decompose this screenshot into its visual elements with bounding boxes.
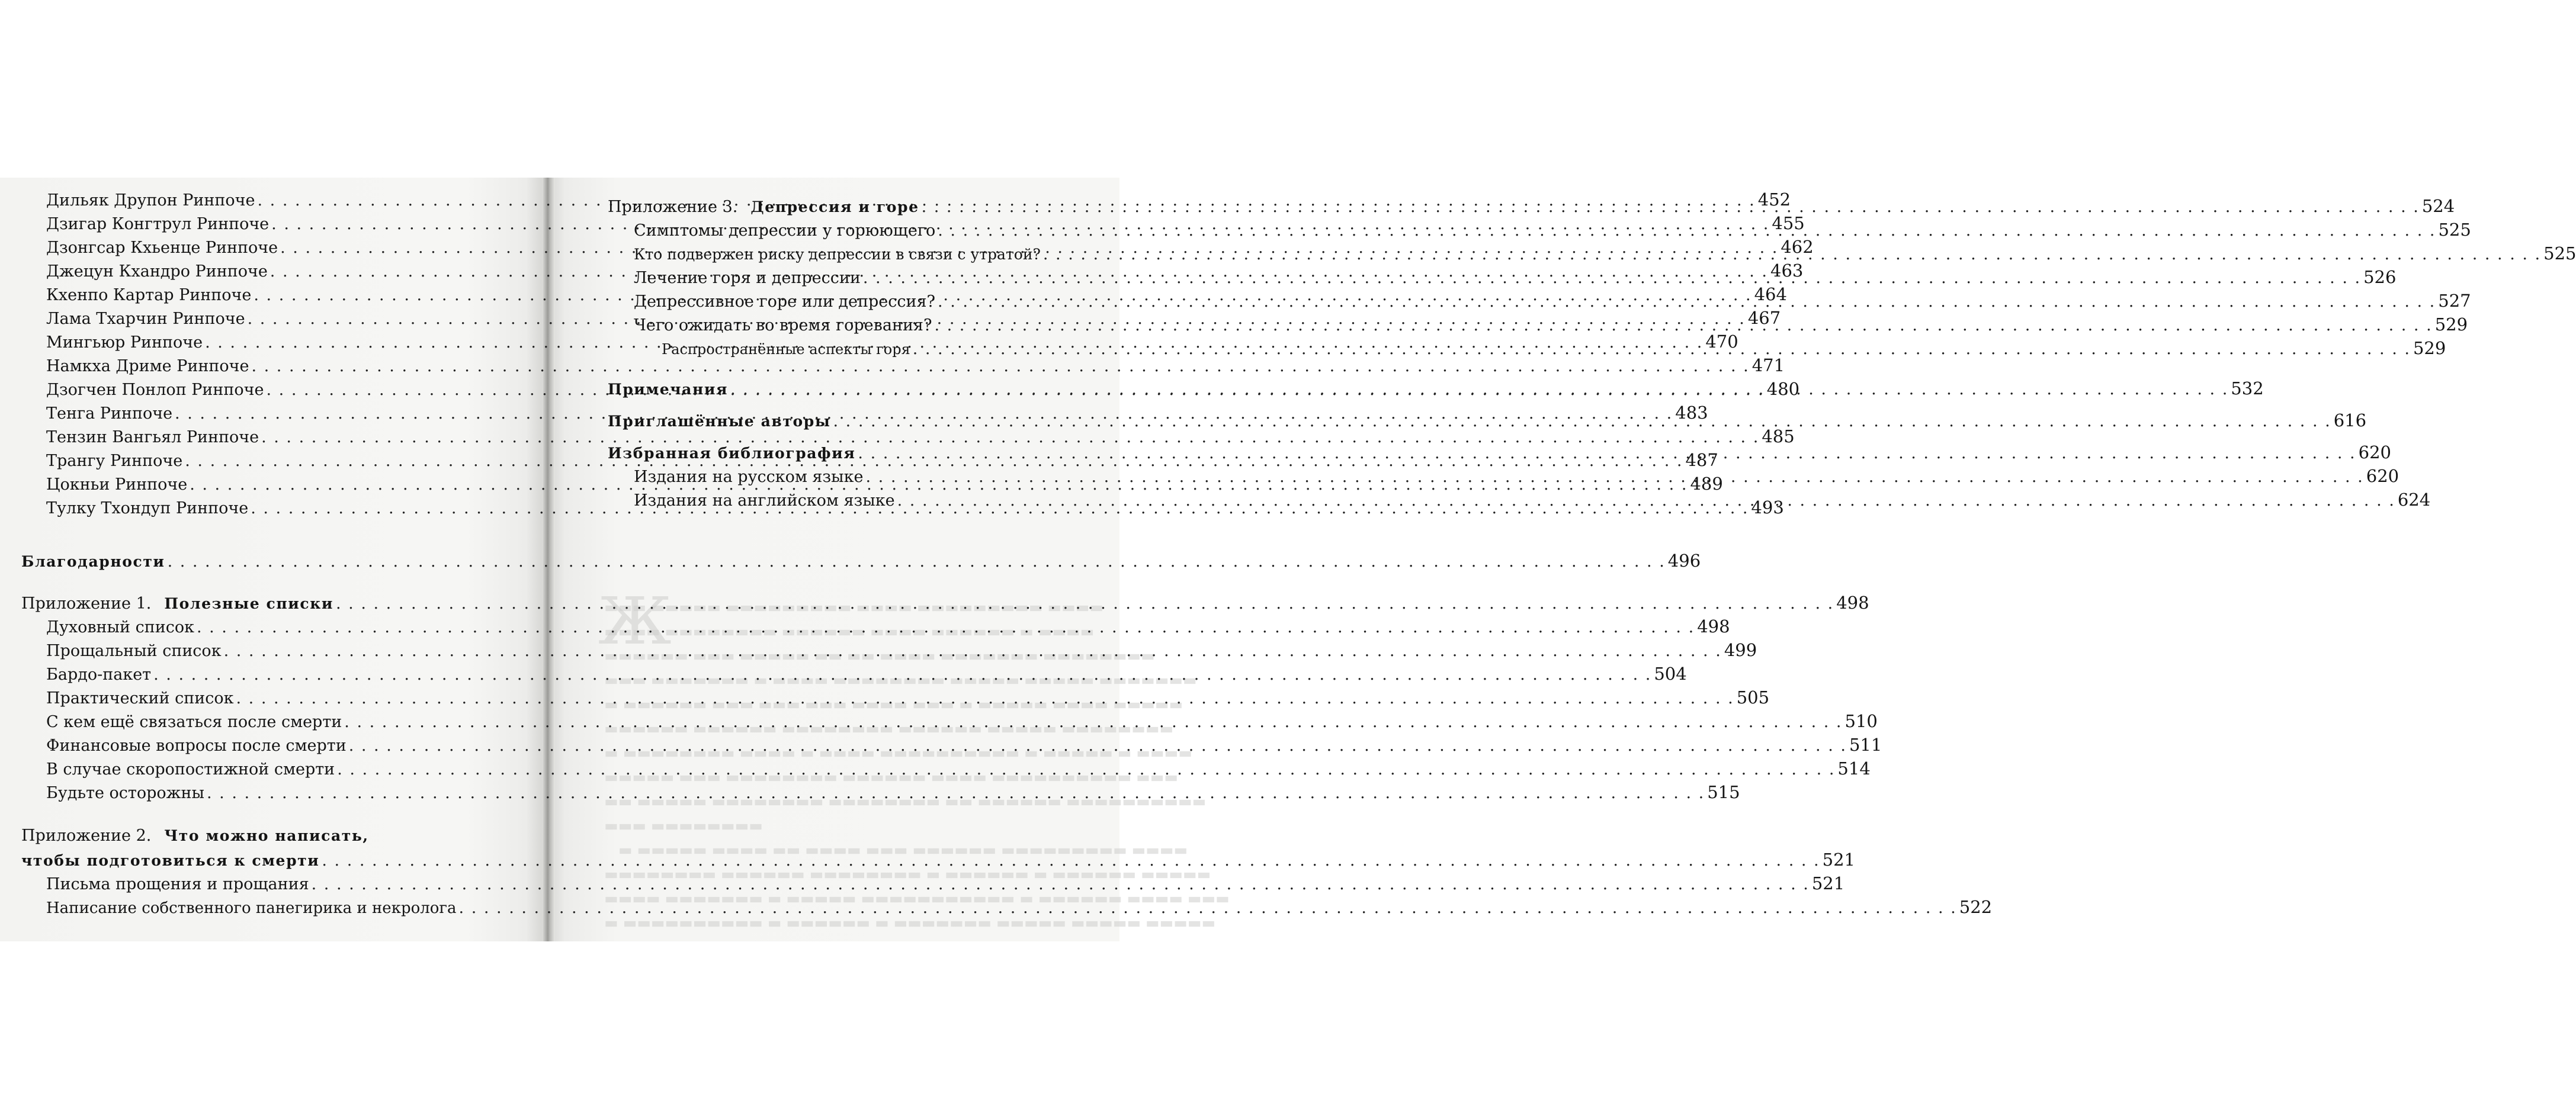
toc-entry-title: Практический список: [46, 689, 234, 708]
toc-entry-title: Финансовые вопросы после смерти: [46, 737, 347, 755]
toc-appendix-2[interactable]: [21, 825, 504, 847]
toc-entry[interactable]: [46, 616, 1730, 638]
toc-entry-page: 521: [1811, 873, 1845, 893]
toc-entry-title: Дзонгсар Кхьенце Ринпоче: [46, 239, 278, 257]
toc-entry-title: Симптомы депрессии у горюющего: [634, 221, 936, 240]
toc-subentry-page: 529: [2413, 338, 2446, 358]
toc-entry-title: Чего ожидать во время горевания?: [634, 316, 932, 335]
toc-entry-page: 498: [1697, 616, 1730, 636]
toc-entry-page: 463: [1770, 261, 1804, 281]
dot-leader: [168, 551, 1666, 573]
toc-section-page: 616: [2333, 410, 2367, 430]
toc-section-title: Благодарности: [21, 553, 165, 570]
dot-leader: [349, 735, 1847, 757]
dot-leader: [459, 898, 1957, 919]
toc-entry-title: Издания на английском языке: [634, 491, 895, 510]
toc-entry[interactable]: [46, 355, 1785, 377]
toc-entry-title: Тензин Вангьял Ринпоче: [46, 428, 259, 446]
appendix-label: Приложение 1.: [21, 594, 152, 613]
dot-leader: [934, 315, 2432, 336]
toc-entry-title: Написание собственного панегирика и некролога: [46, 899, 457, 917]
toc-entry-title: Прощальный список: [46, 642, 222, 660]
toc-entry[interactable]: [46, 426, 1795, 448]
dot-leader: [730, 379, 2228, 400]
toc-entry-page: 529: [2434, 314, 2468, 335]
toc-entry-page: 499: [1724, 640, 1757, 660]
toc-entry[interactable]: [46, 710, 1878, 733]
toc-entry-page: 487: [1685, 450, 1718, 470]
toc-entry-page: 525: [2543, 243, 2576, 263]
toc-entry-title: Письма прощения и прощания: [46, 875, 309, 893]
toc-entry-title: Духовный список: [46, 618, 194, 636]
dot-leader: [312, 874, 1810, 895]
toc-entry-page: 522: [1959, 897, 1993, 917]
toc-entry-page: 471: [1751, 355, 1785, 375]
toc-entry-title: Дзогчен Понлоп Ринпоче: [46, 381, 264, 399]
toc-entry[interactable]: [46, 663, 1687, 686]
toc-entry-title: Лечение горя и депрессии: [634, 269, 861, 287]
dot-leader: [336, 593, 1834, 615]
toc-entry-page: 483: [1675, 403, 1708, 423]
toc-entry[interactable]: [46, 758, 1871, 780]
toc-entry-title: В случае скоропостижной смерти: [46, 760, 335, 779]
toc-entry-page: 527: [2438, 291, 2471, 311]
toc-section-title: Избранная библиография: [608, 445, 856, 462]
dot-leader: [197, 617, 1695, 638]
toc-entry-title: Дильяк Друпон Ринпоче: [46, 191, 255, 210]
toc-section-title: Примечания: [608, 381, 729, 398]
dot-leader: [866, 467, 2364, 488]
appendix-title-line1: Что можно написать,: [164, 827, 369, 844]
toc-entry-title: Издания на русском языке: [634, 468, 864, 486]
dot-leader: [153, 664, 1651, 686]
dot-leader: [337, 759, 1835, 780]
dot-leader: [863, 268, 2361, 289]
appendix-page: 498: [1836, 593, 1869, 613]
toc-entry-title: Джецун Кхандро Ринпоче: [46, 262, 268, 281]
show-through-text: ▬▬▬ ▬▬▬▬▬ ▬▬▬▬▬▬▬▬▬ ▬▬▬▬ ▬▬▬▬▬▬▬▬▬ ▬▬▬▬ ▬▬▬▬ ▬▬▬▬▬▬▬▬ ▬▬▬▬▬▬ ▬▬▬▬ ▬▬▬▬▬▬ ▬ ▬▬▬▬ ▬▬▬▬▬▬ ▬▬▬ ▬▬▬▬▬ ▬▬ ▬▬ ▬▬▬▬ ▬▬▬▬▬▬▬ ▬▬▬▬▬▬▬▬ ▬▬▬ ▬▬▬▬▬▬▬ ▬ ▬▬▬▬ ▬▬▬▬▬▬▬▬ ▬▬▬▬▬ ▬▬▬▬▬ ▬▬▬▬▬▬▬ ▬ ▬▬▬▬▬▬ ▬▬▬ ▬▬▬ ▬▬▬ ▬▬▬▬ ▬▬▬ ▬ ▬▬▬▬▬ ▬▬▬▬ ▬▬▬▬▬ ▬▬▬▬▬▬ ▬▬▬▬▬▬ ▬▬▬▬▬▬▬▬ ▬▬▬▬▬▬ ▬▬▬▬▬ ▬▬▬▬▬▬▬▬ ▬ ▬▬▬▬▬▬▬▬ ▬▬▬▬ ▬ ▬▬▬▬ ▬▬▬▬▬▬▬▬▬▬ ▬ ▬▬▬▬▬ ▬ ▬▬▬▬ ▬▬▬▬▬ ▬▬▬ ▬▬▬▬▬▬▬▬ ▬▬▬▬▬▬ ▬▬▬▬ ▬▬▬▬▬▬▬▬▬▬ ▬▬▬ ▬▬ ▬▬▬▬▬ ▬▬▬▬▬▬▬▬ ▬▬▬▬▬▬▬▬ ▬▬ ▬▬▬▬▬▬ ▬▬▬▬▬▬▬▬▬▬ ▬▬▬ ▬▬▬▬▬▬▬▬ ▬ ▬▬▬▬▬ ▬▬▬▬ ▬▬ ▬▬▬▬ ▬▬▬ ▬▬▬▬▬▬ ▬▬▬▬▬▬▬▬▬ ▬▬▬▬ ▬▬▬▬▬▬▬▬ ▬▬▬▬▬▬ ▬▬▬▬▬▬▬▬ ▬ ▬▬▬▬▬▬ ▬ ▬▬▬▬▬▬ ▬▬▬▬▬ ▬▬▬▬ ▬▬▬▬▬▬▬ ▬ ▬▬▬▬▬ ▬▬▬▬▬▬▬▬▬▬▬ ▬ ▬▬▬▬▬▬ ▬▬▬▬ ▬▬▬ ▬ ▬▬▬▬▬▬▬▬▬▬ ▬ ▬▬▬▬▬▬ ▬ ▬▬▬▬▬▬▬ ▬▬▬▬▬ ▬▬▬▬▬ ▬▬▬▬▬: [604, 599, 1230, 931]
toc-entry-page: 467: [1747, 308, 1781, 328]
toc-entry-page: 526: [2363, 267, 2397, 287]
dot-leader: [1043, 244, 2541, 265]
toc-entry-page: 514: [1837, 758, 1871, 779]
toc-entry-page: 510: [1844, 711, 1878, 731]
toc-entry-page: 485: [1762, 426, 1795, 446]
toc-entry-page: 505: [1736, 687, 1770, 708]
toc-entry-page: 455: [1772, 213, 1805, 233]
dot-leader: [344, 712, 1842, 733]
toc-entry[interactable]: [46, 896, 1993, 919]
toc-entry-title: Трангу Ринпоче: [46, 452, 183, 470]
toc-appendix-2-cont[interactable]: [21, 849, 1855, 872]
toc-entry[interactable]: [46, 782, 1740, 804]
toc-entry-page: 504: [1654, 664, 1687, 684]
dot-leader: [858, 443, 2356, 464]
toc-section-title: Приглашённые авторы: [608, 413, 831, 430]
toc-entry-title: Мингьюр Ринпоче: [46, 333, 203, 352]
toc-section-page: 620: [2358, 442, 2391, 462]
appendix-title: Депрессия и горе: [750, 198, 919, 216]
dot-leader: [938, 291, 2436, 313]
toc-entry-page: 462: [1781, 237, 1814, 257]
appendix-page: 524: [2421, 196, 2455, 216]
toc-entry-page: 515: [1707, 782, 1740, 802]
appendix-label: Приложение 3.: [608, 198, 738, 216]
toc-entry-title: С кем ещё связаться после смерти: [46, 713, 342, 731]
dot-leader: [322, 850, 1820, 872]
dot-leader: [897, 490, 2395, 512]
dot-leader: [224, 641, 1722, 662]
toc-entry-title: Депрессивное горе или депрессия?: [634, 292, 936, 311]
toc-entry-page: 493: [1751, 497, 1784, 517]
toc-entry-page: 464: [1754, 284, 1787, 304]
toc-entry-page: 511: [1849, 735, 1882, 755]
toc-entry-page: 620: [2366, 466, 2399, 486]
toc-entry-title: Лама Тхарчин Ринпоче: [46, 310, 245, 328]
toc-entry-page: 489: [1690, 474, 1723, 494]
dot-leader: [207, 783, 1705, 804]
toc-entry-title: Намкха Дриме Ринпоче: [46, 357, 249, 375]
toc-section-acknowledgements[interactable]: [21, 550, 1701, 573]
toc-entry-title: Тулку Тхондуп Ринпоче: [46, 499, 249, 517]
toc-entry-title: Тенга Ринпоче: [46, 404, 173, 423]
toc-section-page: 532: [2231, 378, 2264, 398]
toc-appendix-1[interactable]: [21, 592, 1869, 615]
toc-entry-title: Цокньи Ринпоче: [46, 475, 188, 494]
toc-subentry-title: Распространённые аспекты горя: [662, 341, 910, 358]
dot-leader: [938, 220, 2436, 242]
toc-entry[interactable]: [46, 873, 1845, 895]
toc-entry-title: Кхенпо Картар Ринпоче: [46, 286, 252, 304]
toc-entry-page: 452: [1757, 189, 1791, 210]
toc-section-page: 496: [1667, 551, 1701, 571]
appendix-title-line2: чтобы подготовиться к смерти: [21, 852, 320, 869]
toc-entry[interactable]: [46, 639, 1757, 662]
dot-leader: [913, 339, 2411, 360]
toc-entry-title: Кто подвержен риску депрессии в связи с утратой?: [634, 246, 1041, 263]
toc-entry[interactable]: [46, 687, 1770, 709]
toc-entry[interactable]: [46, 734, 1882, 757]
toc-entry-page: 480: [1766, 379, 1800, 399]
toc-entry-title: Бардо-пакет: [46, 665, 152, 684]
dot-leader: [922, 197, 2420, 218]
dot-leader: [833, 411, 2331, 432]
show-through-drop-cap: Ж: [598, 583, 672, 659]
appendix-title: Полезные списки: [164, 595, 333, 612]
appendix-label: Приложение 2.: [21, 827, 152, 845]
appendix-page: 521: [1822, 850, 1855, 870]
toc-entry-page: 470: [1705, 332, 1738, 352]
toc-entry-page: 525: [2438, 220, 2471, 240]
toc-entry-page: 624: [2397, 490, 2431, 510]
toc-entry-title: Будьте осторожны: [46, 784, 204, 802]
toc-entry-title: Дзигар Конгтрул Ринпоче: [46, 215, 270, 233]
dot-leader: [236, 688, 1734, 709]
